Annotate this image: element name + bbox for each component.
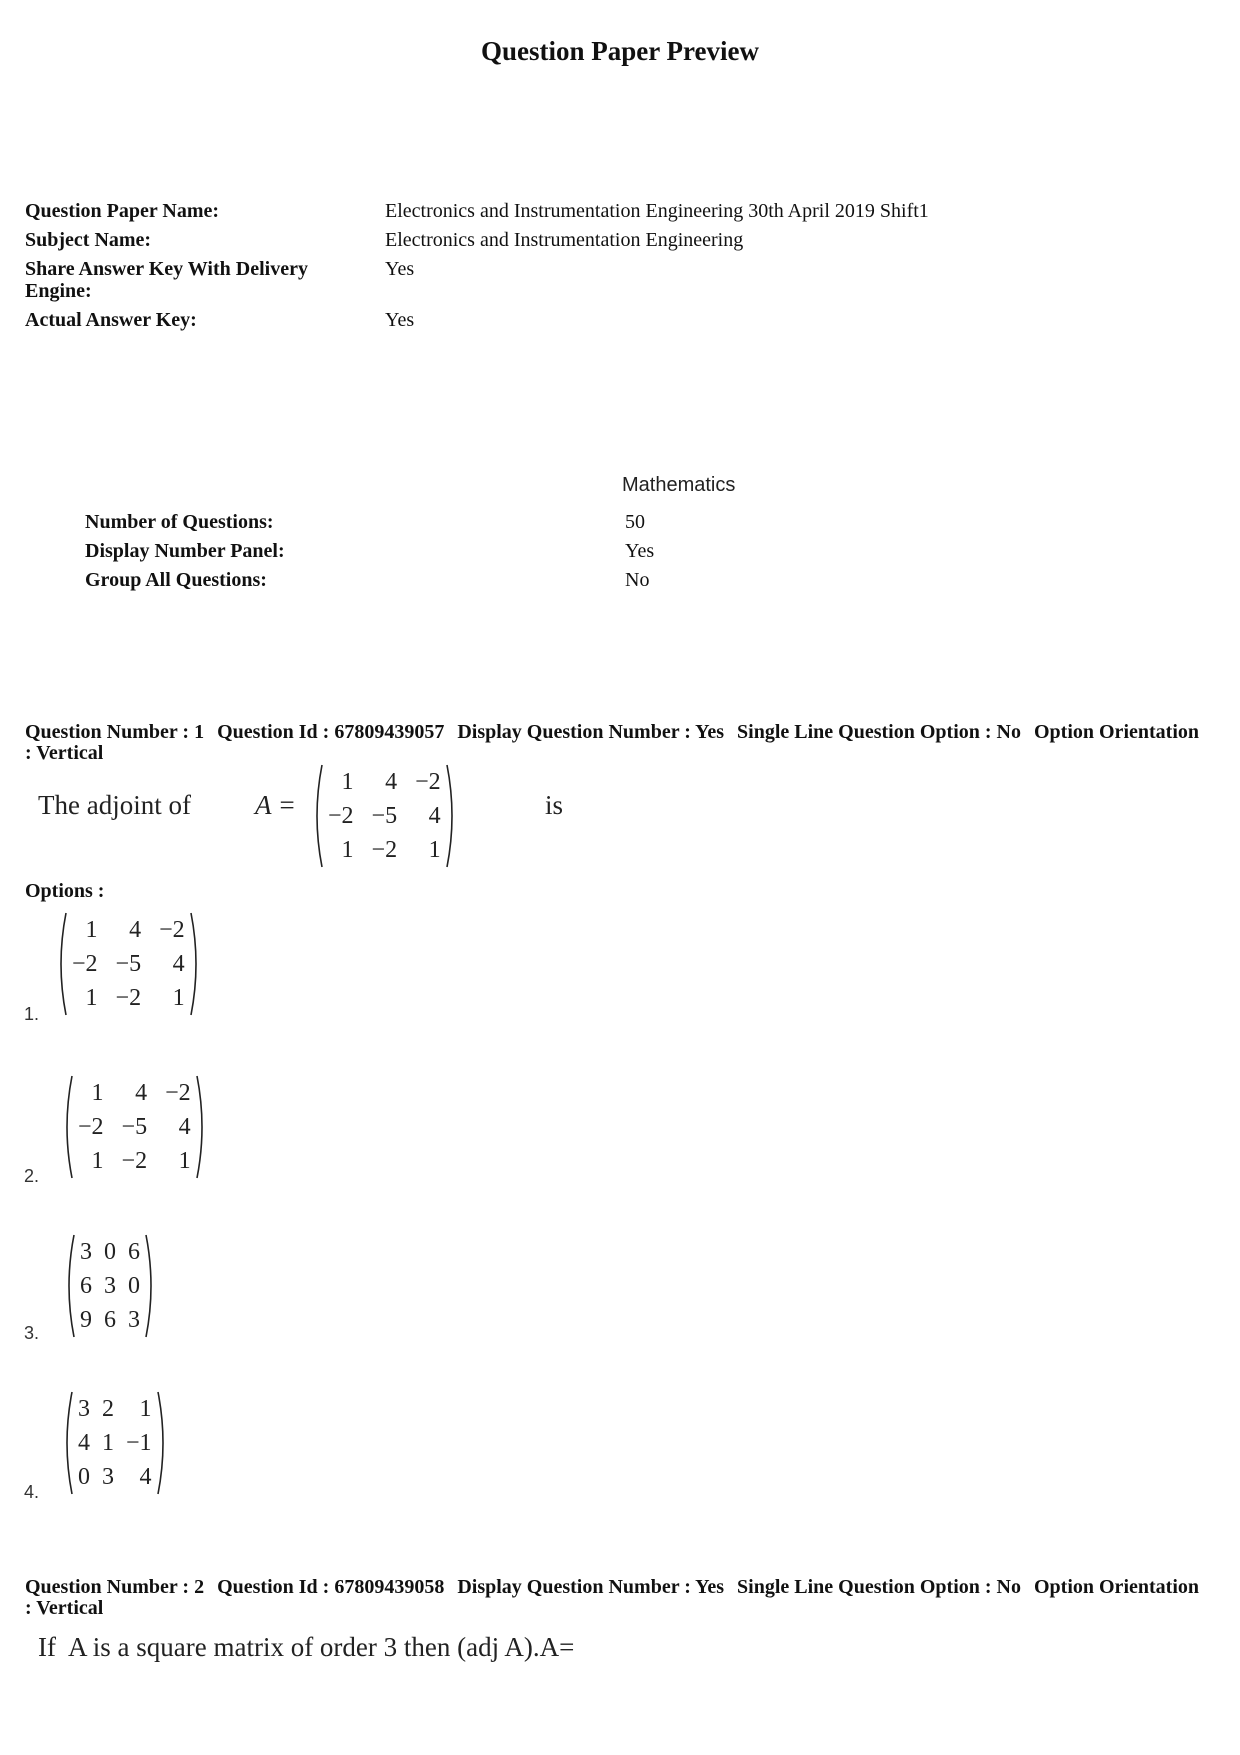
group-all-questions-value: No — [625, 569, 650, 591]
matrix-cell: −2 — [72, 951, 98, 977]
matrix-cell: 9 — [80, 1307, 92, 1333]
display-number-panel-row — [85, 540, 654, 562]
matrix-cell: 4 — [428, 803, 441, 829]
matrix-grid — [76, 1237, 144, 1335]
option-2-number: 2. — [24, 1166, 40, 1186]
display-number-panel-value: Yes — [625, 540, 655, 562]
matrix-cell: 1 — [428, 837, 441, 863]
matrix-cell: 1 — [341, 837, 354, 863]
right-paren — [195, 1074, 209, 1180]
option-1-number: 1. — [24, 1004, 40, 1024]
matrix-cell: 4 — [135, 1080, 148, 1106]
section-title: Mathematics — [622, 474, 736, 496]
question-2-id: Question Id : 67809439058 — [217, 1576, 445, 1598]
matrix-cell: −2 — [328, 803, 354, 829]
question-2-text: If A is a square matrix of order 3 then (adj A).A= — [38, 1632, 575, 1662]
question-2-single-line: Single Line Question Option : No — [737, 1576, 1021, 1598]
left-paren — [54, 911, 68, 1017]
option-4-number: 4. — [24, 1482, 40, 1502]
matrix-cell: 1 — [85, 917, 98, 943]
matrix-cell: −5 — [115, 951, 142, 977]
number-of-questions-row — [85, 511, 654, 533]
left-paren — [60, 1390, 74, 1496]
matrix-cell: −5 — [121, 1114, 148, 1140]
matrix-cell: 4 — [385, 769, 398, 795]
matrix-cell: −2 — [415, 769, 441, 795]
matrix-cell: 4 — [129, 917, 142, 943]
question-1-id: Question Id : 67809439057 — [217, 721, 445, 743]
matrix-cell: 4 — [178, 1114, 191, 1140]
question-1-text-var: A = — [255, 790, 296, 820]
matrix-cell: −2 — [115, 985, 142, 1011]
group-all-questions-row — [85, 569, 654, 591]
number-of-questions-value: 50 — [625, 511, 645, 533]
matrix-cell: −5 — [371, 803, 398, 829]
question-1-display: Display Question Number : Yes — [457, 721, 725, 743]
question-1-header — [25, 722, 1205, 764]
right-paren — [445, 763, 459, 869]
display-number-panel-label: Display Number Panel: — [85, 540, 285, 562]
left-paren — [62, 1233, 76, 1339]
paper-name-label: Question Paper Name: — [25, 200, 220, 222]
question-1-matrix — [310, 763, 459, 869]
paper-name-row — [25, 200, 1175, 222]
actual-answer-key-label: Actual Answer Key: — [25, 309, 197, 331]
matrix-cell: 6 — [104, 1307, 116, 1333]
matrix-cell: 3 — [128, 1307, 140, 1333]
question-2-header — [25, 1577, 1205, 1619]
group-all-questions-label: Group All Questions: — [85, 569, 267, 591]
matrix-cell: −2 — [371, 837, 398, 863]
matrix-cell: 3 — [102, 1464, 114, 1490]
options-label: Options : — [25, 880, 105, 902]
question-1-number: Question Number : 1 — [25, 721, 205, 743]
question-1-single-line: Single Line Question Option : No — [737, 721, 1021, 743]
matrix-cell: 6 — [128, 1239, 140, 1265]
option-3-matrix — [62, 1233, 158, 1339]
matrix-cell: 1 — [91, 1148, 104, 1174]
question-2-orientation: Option Orientation : Vertical — [25, 1576, 1199, 1619]
option-3-number: 3. — [24, 1323, 40, 1343]
share-answer-key-label: Share Answer Key With Delivery Engine: — [25, 258, 308, 302]
subject-name-row — [25, 229, 1175, 251]
share-answer-key-value: Yes — [385, 258, 415, 280]
number-of-questions-label: Number of Questions: — [85, 511, 274, 533]
matrix-cell: 4 — [139, 1464, 152, 1490]
matrix-grid — [74, 1394, 156, 1492]
matrix-cell: 2 — [102, 1396, 114, 1422]
page-title: Question Paper Preview — [481, 36, 759, 66]
matrix-grid — [74, 1078, 195, 1176]
matrix-cell: −2 — [78, 1114, 104, 1140]
matrix-cell: 1 — [341, 769, 354, 795]
matrix-cell: 4 — [78, 1430, 90, 1456]
paper-info-table — [25, 200, 1175, 338]
matrix-grid — [68, 915, 189, 1013]
actual-answer-key-row — [25, 309, 1175, 331]
paper-name-value: Electronics and Instrumentation Engineering 30th April 2019 Shift1 — [385, 200, 929, 222]
option-2-matrix — [60, 1074, 209, 1180]
question-1-orientation: Option Orientation : Vertical — [25, 721, 1199, 764]
option-4-matrix — [60, 1390, 170, 1496]
matrix-cell: 1 — [172, 985, 185, 1011]
matrix-grid — [324, 767, 445, 865]
right-paren — [189, 911, 203, 1017]
subject-name-label: Subject Name: — [25, 229, 152, 251]
share-answer-key-row — [25, 258, 1175, 302]
actual-answer-key-value: Yes — [385, 309, 415, 331]
option-1-matrix — [54, 911, 203, 1017]
matrix-cell: 3 — [104, 1273, 116, 1299]
matrix-cell: 3 — [78, 1396, 90, 1422]
matrix-cell: 0 — [104, 1239, 116, 1265]
question-2-number: Question Number : 2 — [25, 1576, 205, 1598]
right-paren — [156, 1390, 170, 1496]
matrix-cell: 0 — [128, 1273, 140, 1299]
matrix-cell: 3 — [80, 1239, 92, 1265]
matrix-cell: −2 — [159, 917, 185, 943]
matrix-cell: 1 — [139, 1396, 152, 1422]
matrix-cell: 4 — [172, 951, 185, 977]
right-paren — [144, 1233, 158, 1339]
matrix-cell: 6 — [80, 1273, 92, 1299]
question-1-text-prefix: The adjoint of — [38, 790, 191, 820]
matrix-cell: −1 — [126, 1430, 152, 1456]
subject-name-value: Electronics and Instrumentation Engineering — [385, 229, 744, 251]
left-paren — [60, 1074, 74, 1180]
matrix-cell: −2 — [121, 1148, 148, 1174]
left-paren — [310, 763, 324, 869]
matrix-cell: 1 — [85, 985, 98, 1011]
matrix-cell: 1 — [91, 1080, 104, 1106]
matrix-cell: 1 — [102, 1430, 114, 1456]
section-info-table — [85, 511, 654, 598]
matrix-cell: −2 — [165, 1080, 191, 1106]
matrix-cell: 0 — [78, 1464, 90, 1490]
matrix-cell: 1 — [178, 1148, 191, 1174]
question-2-display: Display Question Number : Yes — [457, 1576, 725, 1598]
question-1-text-suffix: is — [545, 790, 564, 820]
